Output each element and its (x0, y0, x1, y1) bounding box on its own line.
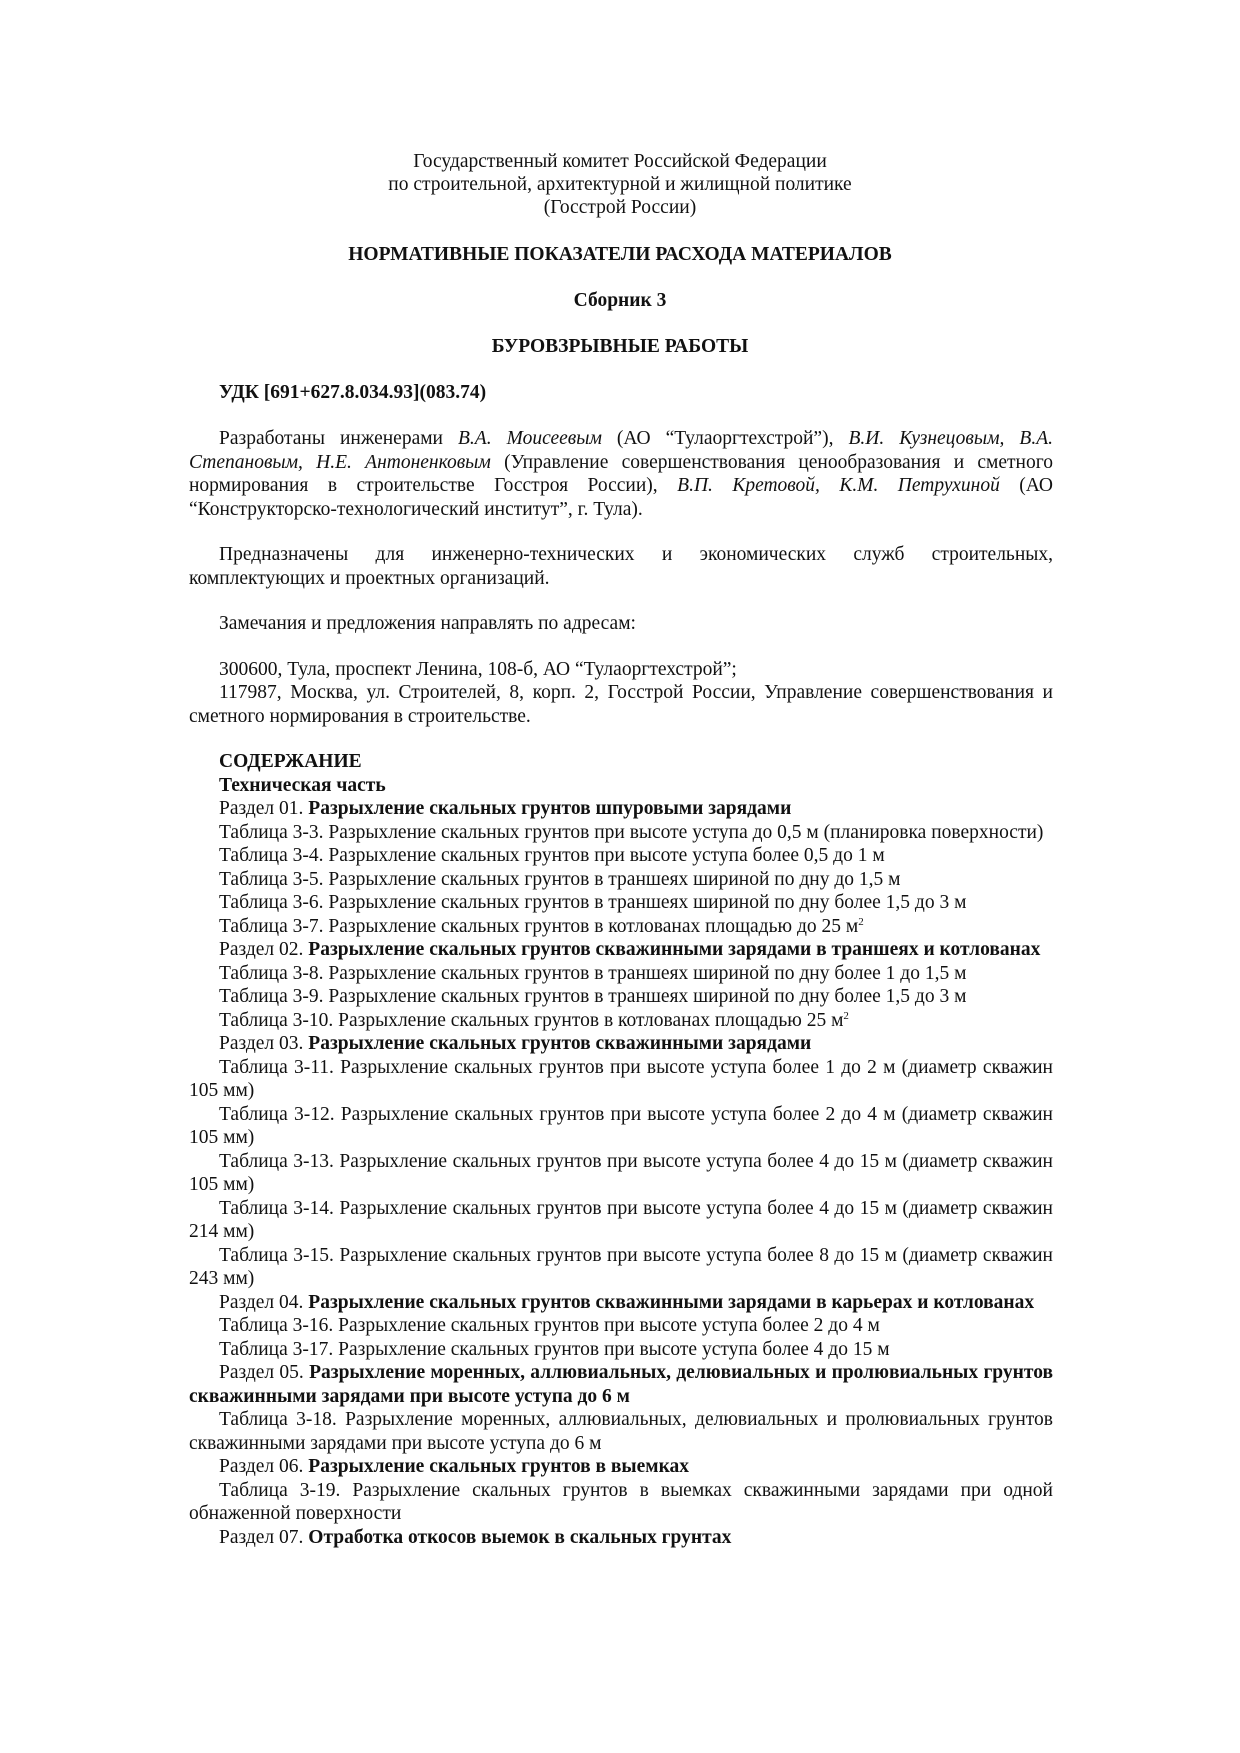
toc-section-number: Раздел 02. (219, 939, 309, 960)
toc-section-title: Разрыхление скальных грунтов скважинными зарядами в карьерах и котлованах (308, 1291, 1035, 1313)
remarks-paragraph: Замечания и предложения направлять по адресам: (219, 613, 636, 634)
address-1: 300600, Тула, проспект Ленина, 108-б, АО “Тулаоргтехстрой”; (219, 659, 737, 680)
toc-table-entry (189, 1103, 1053, 1150)
toc-section-title: Отработка откосов выемок в скальных грунтах (308, 1526, 732, 1548)
toc-table-title: Таблица 3-19. Разрыхление скальных грунтов в выемках скважинными зарядами при одной обнаженной поверхности (189, 1479, 1053, 1524)
developers-text-1: Разработаны инженерами (219, 428, 459, 449)
toc-table-entry (189, 1150, 1053, 1197)
udk-code: УДК [691+627.8.034.93](083.74) (219, 382, 487, 403)
developer-author-2: В.И. Кузнецовым, В.А. Степановым, Н.Е. Антоненковым (189, 428, 1053, 473)
toc-section-number: Раздел 01. (219, 798, 309, 819)
toc-section-number: Раздел 05. (219, 1362, 310, 1383)
document-title: НОРМАТИВНЫЕ ПОКАЗАТЕЛИ РАСХОДА МАТЕРИАЛОВ (348, 244, 892, 265)
toc-table-entry (189, 891, 1053, 915)
toc-section-title: Разрыхление скальных грунтов шпуровыми зарядами (308, 798, 792, 819)
toc-table-entry (189, 1056, 1053, 1103)
address-2: 117987, Москва, ул. Строителей, 8, корп. 2, Госстрой России, Управление совершенствования и сметного нормирования в строительстве. (189, 682, 1053, 727)
developer-author-3: В.П. Кретовой, К.М. Петрухиной (677, 475, 1000, 496)
table-of-contents (189, 750, 1053, 1549)
developers-paragraph (189, 427, 1053, 521)
toc-table-entry (189, 821, 1053, 845)
toc-table-entry (189, 868, 1053, 892)
developers-text-2: (АО “Тулаоргтехстрой”), (601, 428, 849, 449)
toc-table-entry (189, 1479, 1053, 1526)
toc-table-title: Таблица 3-11. Разрыхление скальных грунтов при высоте уступа более 1 до 2 м (диаметр скважин 105 мм) (189, 1056, 1053, 1101)
toc-section-number: Раздел 06. (219, 1456, 309, 1477)
toc-table-title: Таблица 3-4. Разрыхление скальных грунтов при высоте уступа более 0,5 до 1 м (219, 845, 885, 866)
toc-section-entry (189, 1291, 1053, 1315)
toc-table-entry (189, 915, 1053, 939)
toc-table-title: Таблица 3-17. Разрыхление скальных грунтов при высоте уступа более 4 до 15 м (219, 1338, 890, 1360)
toc-table-title: Таблица 3-12. Разрыхление скальных грунтов при высоте уступа более 2 до 4 м (диаметр скважин 105 мм) (189, 1103, 1053, 1148)
toc-table-title: Таблица 3-6. Разрыхление скальных грунтов в траншеях шириной по дну более 1,5 до 3 м (219, 892, 967, 913)
toc-table-title: Таблица 3-15. Разрыхление скальных грунтов при высоте уступа более 8 до 15 м (диаметр скважин 243 мм) (189, 1244, 1053, 1289)
toc-section-entry (189, 1455, 1053, 1479)
toc-table-title: Таблица 3-18. Разрыхление моренных, аллювиальных, делювиальных и пролювиальных грунтов скважинными зарядами при высоте уступа до 6 м (189, 1409, 1053, 1454)
toc-table-title: Таблица 3-8. Разрыхление скальных грунтов в траншеях шириной по дну более 1 до 1,5 м (219, 962, 967, 984)
toc-section-entry (189, 1361, 1053, 1408)
toc-table-entry (189, 1408, 1053, 1455)
toc-table-entry (189, 1197, 1053, 1244)
toc-table-entry (189, 1244, 1053, 1291)
issuer-line-1: Государственный комитет Российской Федерации (413, 151, 827, 172)
toc-table-title: Таблица 3-13. Разрыхление скальных грунтов при высоте уступа более 4 до 15 м (диаметр скважин 105 мм) (189, 1150, 1053, 1195)
toc-section-entry (189, 797, 1053, 821)
toc-section-title: Разрыхление скальных грунтов скважинными зарядами (308, 1033, 812, 1054)
developers-text-4: (АО “Конструкторско-технологический институт”, г. Тула). (189, 475, 1053, 520)
toc-section-title: Разрыхление скальных грунтов скважинными зарядами в траншеях и котлованах (308, 939, 1041, 960)
document-subtitle: БУРОВЗРЫВНЫЕ РАБОТЫ (491, 336, 749, 357)
toc-table-title: Таблица 3-10. Разрыхление скальных грунтов в котлованах площадью 25 м (219, 1009, 844, 1031)
toc-table-title: Таблица 3-7. Разрыхление скальных грунтов в котлованах площадью до 25 м (219, 915, 859, 937)
toc-section-entry (189, 1526, 1053, 1550)
developers-text-3: (Управление совершенствования ценообразования и сметного нормирования в строительстве Госстроя России), (189, 451, 1054, 496)
toc-section-title: Разрыхление моренных, аллювиальных, делювиальных и пролювиальных грунтов скважинными зарядами при высоте уступа до 6 м (189, 1362, 1053, 1407)
collection-number: Сборник 3 (573, 290, 667, 311)
toc-technical-part: Техническая часть (219, 774, 386, 796)
toc-table-entry (189, 1314, 1053, 1338)
toc-table-entry (189, 1009, 1053, 1033)
toc-table-title: Таблица 3-16. Разрыхление скальных грунтов при высоте уступа более 2 до 4 м (219, 1315, 880, 1336)
intended-paragraph: Предназначены для инженерно-технических и экономических служб строительных, комплектующих и проектных организаций. (189, 544, 1053, 589)
toc-section-entry (189, 938, 1053, 962)
toc-section-number: Раздел 04. (219, 1291, 309, 1313)
issuer-line-3: (Госстрой России) (543, 197, 697, 218)
toc-table-title: Таблица 3-3. Разрыхление скальных грунтов при высоте уступа до 0,5 м (планировка поверхности) (219, 821, 1044, 843)
issuer-header (0, 150, 1240, 219)
issuer-line-2: по строительной, архитектурной и жилищной политике (388, 174, 852, 195)
toc-table-entry (189, 962, 1053, 986)
toc-table-entry (189, 1338, 1053, 1362)
superscript-exponent: 2 (858, 915, 864, 928)
toc-items (189, 797, 1053, 1549)
toc-table-title: Таблица 3-9. Разрыхление скальных грунтов в траншеях шириной по дну более 1,5 до 3 м (219, 986, 967, 1007)
toc-section-entry (189, 1032, 1053, 1056)
superscript-exponent: 2 (843, 1009, 849, 1022)
toc-section-title: Разрыхление скальных грунтов в выемках (308, 1456, 690, 1477)
toc-table-entry (189, 844, 1053, 868)
toc-table-title: Таблица 3-5. Разрыхление скальных грунтов в траншеях шириной по дну до 1,5 м (219, 868, 901, 890)
developer-author-1: В.А. Моисеевым (458, 428, 602, 449)
toc-section-number: Раздел 07. (219, 1526, 309, 1548)
toc-table-title: Таблица 3-14. Разрыхление скальных грунтов при высоте уступа более 4 до 15 м (диаметр скважин 214 мм) (189, 1197, 1053, 1242)
toc-heading: СОДЕРЖАНИЕ (219, 751, 362, 772)
toc-table-entry (189, 985, 1053, 1009)
toc-section-number: Раздел 03. (219, 1033, 309, 1054)
